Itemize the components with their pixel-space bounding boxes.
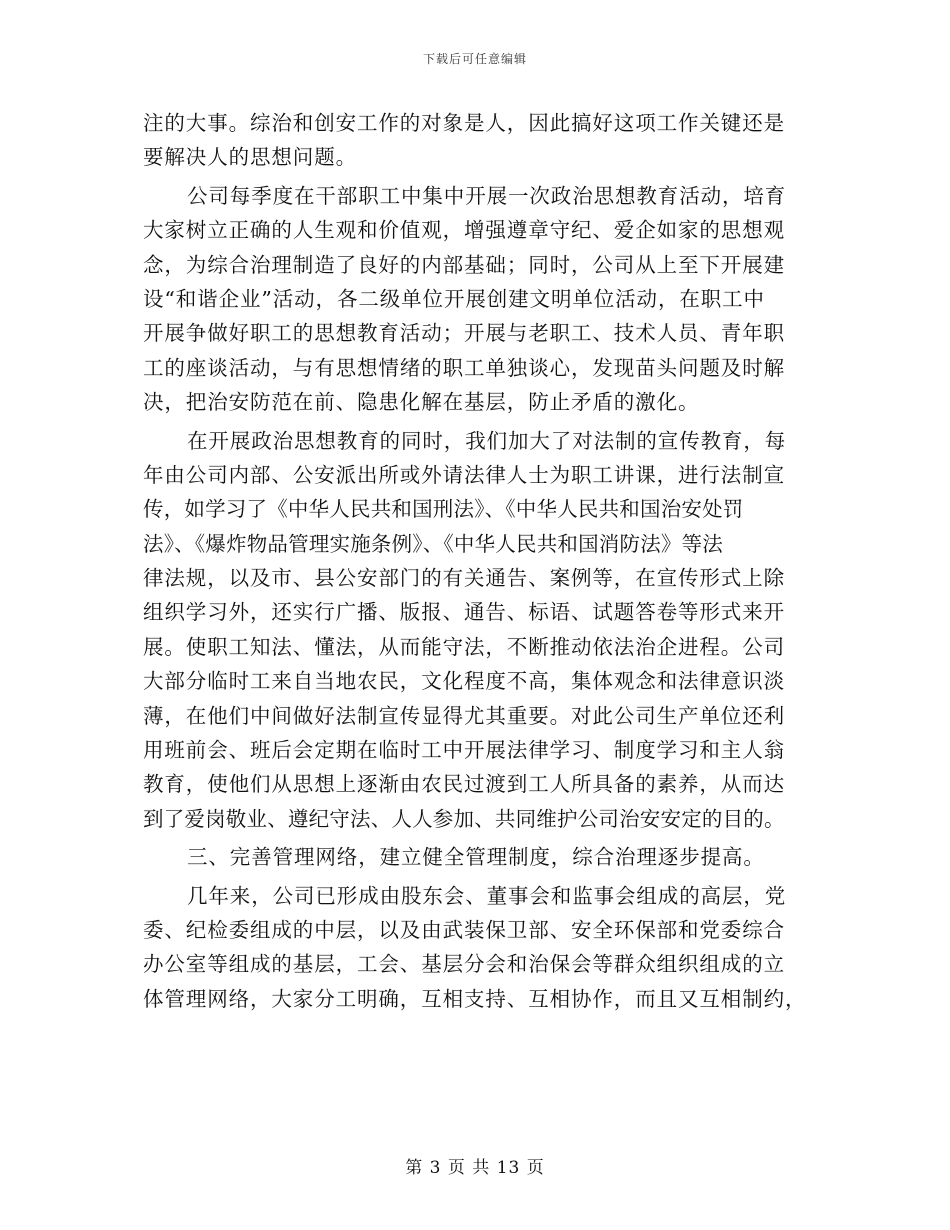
text-line: 年由公司内部、公安派出所或外请法律人士为职工讲课，进行法制宣	[143, 462, 785, 487]
text-line: 念，为综合治理制造了良好的内部基础；同时，公司从上至下开展建	[143, 252, 785, 277]
text-line: 组织学习外，还实行广播、版报、通告、标语、试题答卷等形式来开	[143, 600, 785, 625]
document-body	[143, 106, 808, 1016]
text-line: 决，把治安防范在前、隐患化解在基层，防止矛盾的激化。	[143, 390, 700, 415]
text-line: 薄，在他们中间做好法制宣传显得尤其重要。对此公司生产单位还利	[143, 703, 785, 728]
section-heading: 三、完善管理网络，建立健全管理制度，综合治理逐步提高。	[187, 845, 765, 870]
text-line: 要解决人的思想问题。	[143, 145, 357, 170]
text-line: 几年来，公司已形成由股东会、董事会和监事会组成的高层，党	[187, 883, 787, 908]
text-line: 大部分临时工来自当地农民，文化程度不高，集体观念和法律意识淡	[143, 669, 785, 694]
text-line: 到了爱岗敬业、遵纪守法、人人参加、共同维护公司治安安定的目的。	[143, 806, 785, 831]
paragraph-2	[143, 179, 808, 420]
text-line: 办公室等组成的基层，工会、基层分会和治保会等群众组织组成的立	[143, 952, 785, 977]
paragraph-3	[143, 424, 808, 837]
text-line: 法》、《爆炸物品管理实施条例》、《中华人民共和国消防法》等法	[143, 531, 723, 556]
text-line: 用班前会、班后会定期在临时工中开展法律学习、制度学习和主人翁	[143, 738, 785, 763]
text-line: 教育，使他们从思想上逐渐由农民过渡到工人所具备的素养，从而达	[143, 772, 785, 797]
paragraph-1	[143, 106, 808, 175]
text-line: 律法规，以及市、县公安部门的有关通告、案例等，在宣传形式上除	[143, 566, 785, 591]
text-line: 委、纪检委组成的中层，以及由武装保卫部、安全环保部和党委综合	[143, 917, 785, 942]
text-line: 体管理网络，大家分工明确，互相支持、互相协作，而且又互相制约，	[143, 986, 807, 1011]
text-line: 传，如学习了《中华人民共和国刑法》、《中华人民共和国治安处罚	[143, 497, 744, 522]
text-line: 注的大事。综治和创安工作的对象是人，因此搞好这项工作关键还是	[143, 111, 785, 135]
paragraph-4-heading	[143, 840, 808, 874]
text-line: 大家树立正确的人生观和价值观，增强遵章守纪、爱企如家的思想观	[143, 218, 785, 243]
text-line: 公司每季度在干部职工中集中开展一次政治思想教育活动，培育	[187, 183, 787, 208]
text-line: 设“和谐企业”活动，各二级单位开展创建文明单位活动，在职工中	[143, 286, 765, 311]
text-line: 在开展政治思想教育的同时，我们加大了对法制的宣传教育，每	[187, 428, 787, 453]
page-footer: 第 3 页 共 13 页	[405, 1158, 545, 1178]
paragraph-5	[143, 879, 808, 1017]
page-header: 下载后可任意编辑	[422, 52, 527, 66]
text-line: 展。使职工知法、懂法，从而能守法，不断推动依法治企进程。公司	[143, 634, 785, 659]
text-line: 开展争做好职工的思想教育活动；开展与老职工、技术人员、青年职	[143, 321, 785, 346]
text-line: 工的座谈活动，与有思想情绪的职工单独谈心，发现苗头问题及时解	[143, 355, 785, 380]
